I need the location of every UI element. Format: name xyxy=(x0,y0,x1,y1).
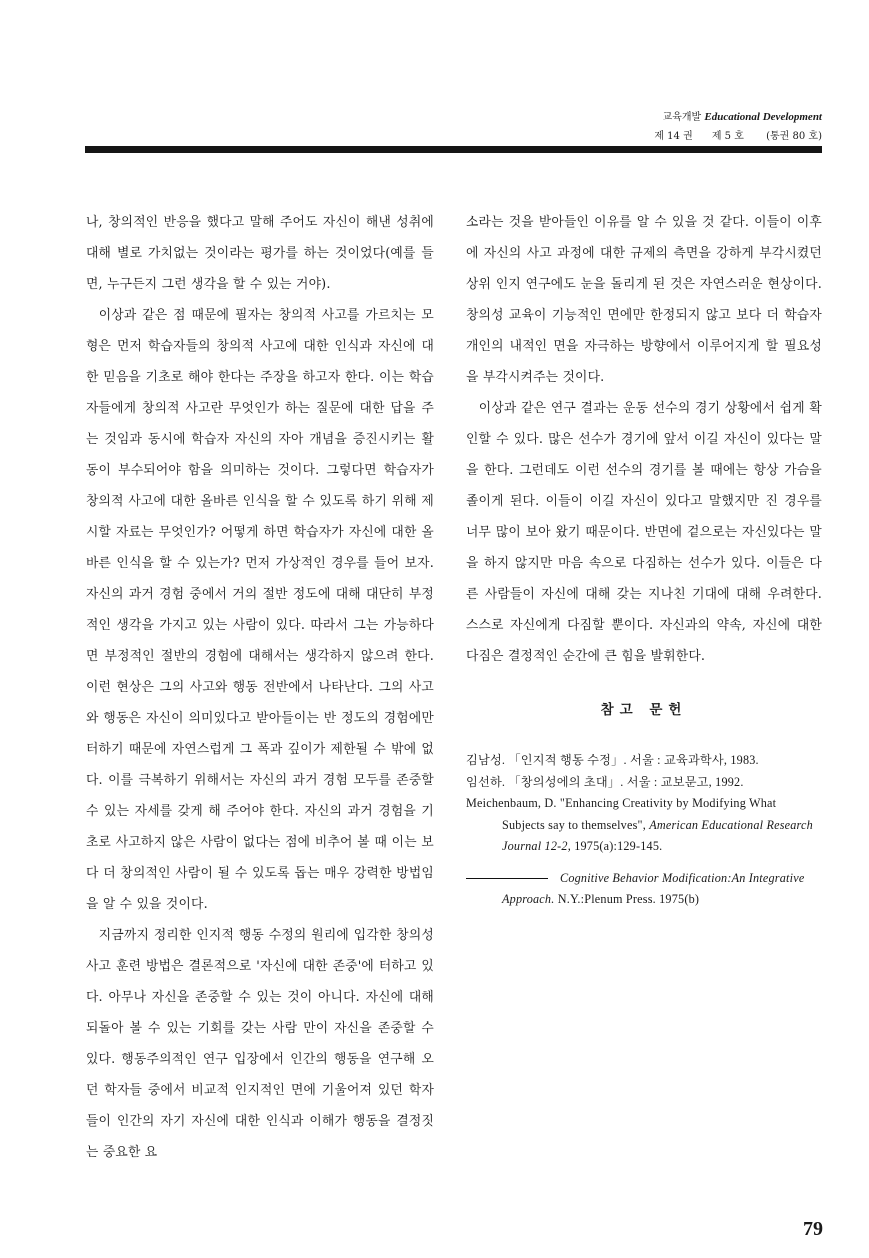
reference-item xyxy=(466,793,822,858)
volume-label: 제 14 권 xyxy=(654,131,693,142)
reference-details: N.Y.:Plenum Press. 1975(b) xyxy=(557,892,700,906)
reference-title: "Enhancing Creativity by Modifying What Subjects say to themselves", xyxy=(502,796,777,832)
journal-name-english: Educational Development xyxy=(704,111,822,123)
issue-line xyxy=(560,127,822,146)
total-issue-label: (통권 80 호) xyxy=(766,131,822,142)
body-paragraph: 이상과 같은 점 때문에 필자는 창의적 사고를 가르치는 모형은 먼저 학습자들의 창의적 사고에 대한 인식과 자신에 대한 믿음을 기초로 해야 한다는 주장을 하고자 한다. 이는 학습자들에게 창의적 사고란 무엇인가 하는 질문에 대한 답을 주는 것임과 동시에 학습자 자신의 자아 개념을 증진시키는 활동이 부수되어야 함을 의미하는 것이다. 그렇다면 학습자가 창의적 사고에 대한 올바른 인식을 할 수 있도록 하기 위해 제시할 자료는 무엇인가? 어떻게 하면 학습자가 자신에 대한 올바른 인식을 할 수 있는가? 먼저 가상적인 경우를 들어 보자. 자신의 과거 경험 중에서 거의 절반 정도에 대해 대단히 부정적인 생각을 가지고 있는 사람이 있다. 따라서 그는 가능하다면 부정적인 절반의 경험에 대해서는 생각하지 않으려 한다. 이런 현상은 그의 사고와 행동 전반에서 나타난다. 그의 사고와 행동은 자신이 의미있다고 받아들이는 반 정도의 경험에만 터하기 때문에 자연스럽게 그 폭과 깊이가 제한될 수 밖에 없다. 이를 극복하기 위해서는 자신의 과거 경험 모두를 존중할 수 있는 자세를 갖게 해 주어야 한다. 자신의 과거 경험을 기초로 사고하지 않은 사람이 없다는 점에 비추어 볼 때 이는 보다 더 창의적인 사람이 될 수 있도록 돕는 매우 강력한 방법임을 알 수 있을 것이다. xyxy=(86,308,434,912)
body-paragraph: 지금까지 정리한 인지적 행동 수정의 원리에 입각한 창의성 사고 훈련 방법은 결론적으로 '자신에 대한 존중'에 터하고 있다. 아무나 자신을 존중할 수 있는 것이 아니다. 자신에 대해 되돌아 볼 수 있는 기회를 갖는 사람 만이 자신을 존중할 수 있다. 행동주의적인 연구 입장에서 인간의 행동을 연구해 오던 학자들 중에서 비교적 인지적인 면에 기울어져 있던 학자들이 인간의 자기 자신에 대한 인식과 이해가 행동을 결정짓는 중요한 요 xyxy=(86,928,434,1160)
reference-title: Cognitive Behavior Modification:An Integrative Approach. xyxy=(502,870,805,906)
header-rule xyxy=(85,146,822,153)
issue-label: 제 5 호 xyxy=(711,131,744,142)
reference-item: 김남성. 「인지적 행동 수정」. 서울 : 교육과학사, 1983. xyxy=(466,753,759,767)
body-paragraph: 이상과 같은 연구 결과는 운동 선수의 경기 상황에서 쉽게 확인할 수 있다. 많은 선수가 경기에 앞서 이길 자신이 있다는 말을 한다. 그런데도 이런 선수의 경기를 볼 때에는 항상 가슴을 졸이게 된다. 이들이 이길 자신이 있다고 말했지만 진 경우를 너무 많이 보아 왔기 때문이다. 반면에 겉으로는 자신있다는 말을 하지 않지만 마음 속으로 다짐하는 선수가 있다. 이들은 다른 사람들이 자신에 대해 갖는 지나친 기대에 대해 우려한다. 스스로 자신에게 다짐할 뿐이다. 자신과의 약속, 자신에 대한 다짐은 결정적인 순간에 큰 힘을 발휘한다. xyxy=(466,401,822,664)
references-list xyxy=(466,750,822,911)
journal-title-line xyxy=(560,108,822,127)
body-paragraph: 소라는 것을 받아들인 이유를 알 수 있을 것 같다. 이들이 이후에 자신의 사고 과정에 대한 규제의 측면을 강하게 부각시켰던 상위 인지 연구에도 눈을 돌리게 된 것은 자연스러운 현상이다. 창의성 교육이 기능적인 면에만 한정되지 않고 보다 더 학습자 개인의 내적인 면을 자극하는 방향에서 이루어지게 할 필요성을 부각시켜주는 것이다. xyxy=(466,215,822,385)
right-column xyxy=(466,207,822,911)
reference-item xyxy=(466,868,822,911)
journal-name-korean: 교육개발 xyxy=(662,112,702,123)
reference-author: Meichenbaum, D. xyxy=(466,796,557,810)
reference-details: 1975(a):129-145. xyxy=(574,839,663,853)
body-paragraph: 나, 창의적인 반응을 했다고 말해 주어도 자신이 해낸 성취에 대해 별로 가치없는 것이라는 평가를 하는 것이었다(예를 들면, 누구든지 그런 생각을 할 수 있는 거야). xyxy=(86,215,434,292)
reference-item: 임선하. 「창의성에의 초대」. 서울 : 교보문고, 1992. xyxy=(466,774,744,789)
same-author-dash xyxy=(466,878,548,879)
page-number: 79 xyxy=(803,1218,823,1240)
left-column xyxy=(86,207,434,1168)
references-heading: 참고 문헌 xyxy=(600,702,688,718)
running-header xyxy=(560,108,822,146)
reference-journal: American Educational Research Journal 12-2, xyxy=(502,817,813,853)
